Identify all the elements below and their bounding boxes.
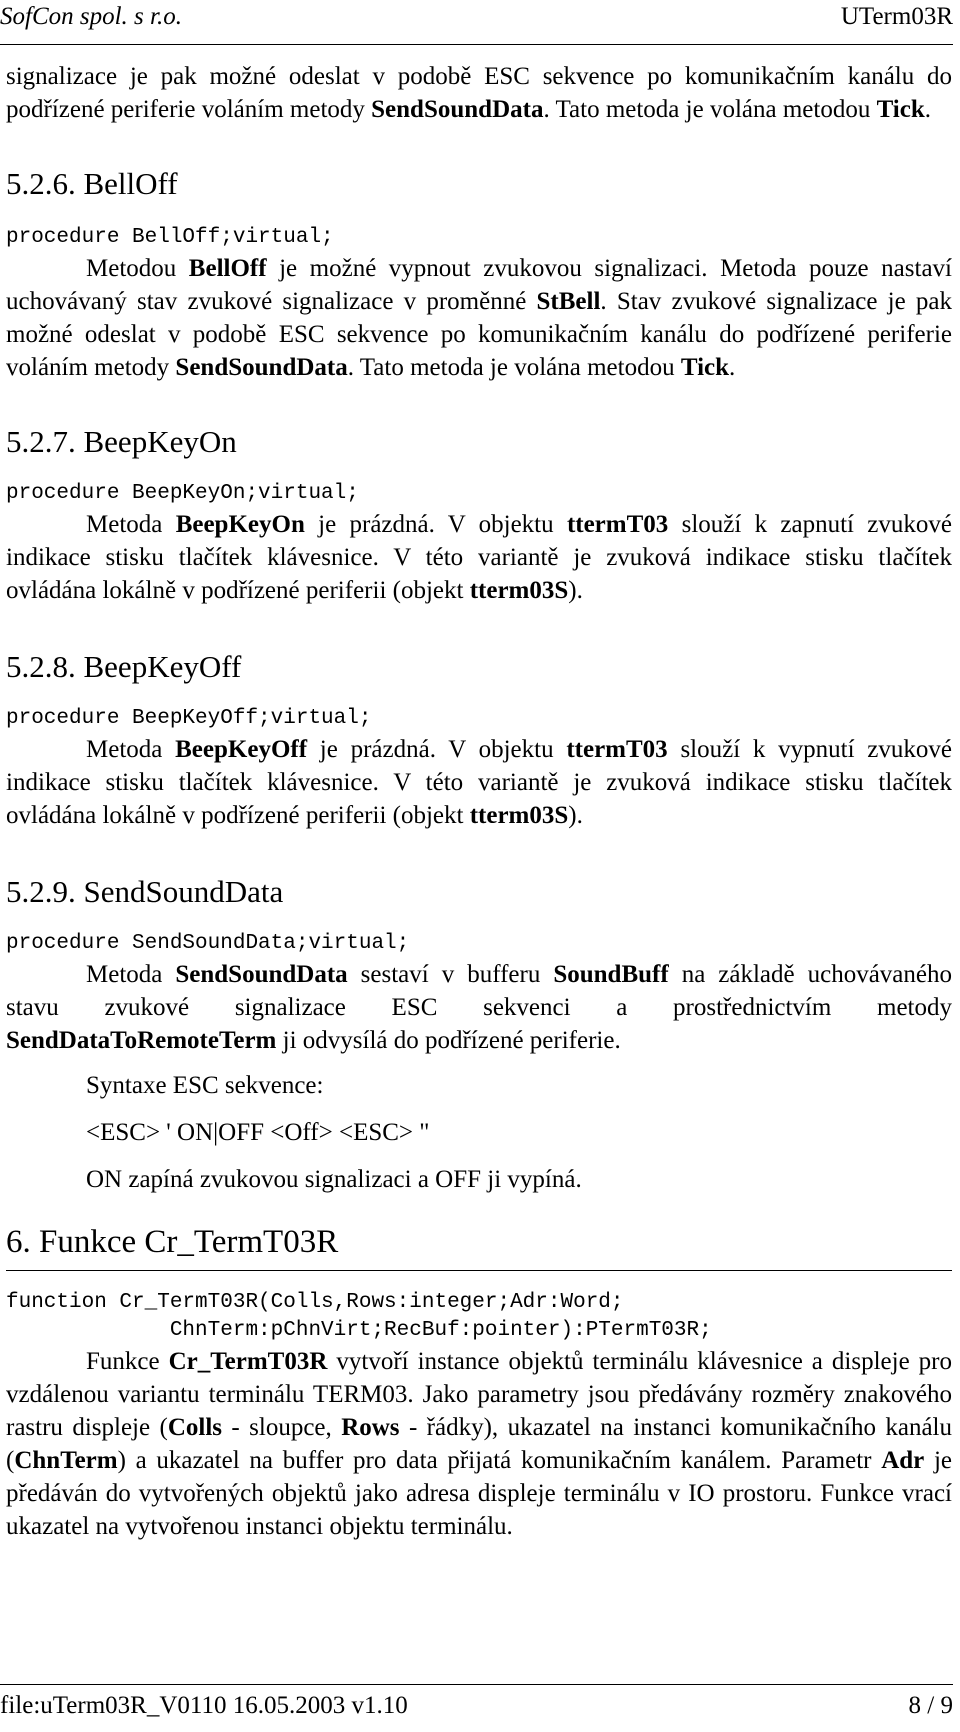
paragraph-beep-key-on: Metoda BeepKeyOn je prázdná. V objektu ttermT03 slouží k zapnutí zvukové indikace stisku tlačítek klávesnice. V této variantě je zvuková indikace stisku tlačítek ovládána lokálně v podřízené periferii (objekt tterm03S). [6, 511, 952, 604]
paragraph-cr-termt03r: Funkce Cr_TermT03R vytvoří instance objektů terminálu klávesnice a displeje pro vzdálenou variantu terminálu TERM03. Jako parametry jsou předávány rozměry znakového rastru displeje (Colls - sloupce, Rows - řádky), ukazatel na instanci komunikačního kanálu (ChnTerm) a ukazatel na buffer pro data přijatá komunikačním kanálem. Parametr Adr je předáván do vytvořených objektů jako adresa displeje terminálu v IO prostoru. Funkce vrací ukazatel na vytvořenou instanci objektu terminálu. [6, 1348, 952, 1540]
section-rule [6, 1270, 952, 1271]
paragraph-bell-off: Metodou BellOff je možné vypnout zvukovou signalizaci. Metoda pouze nastaví uchovávaný stav zvukové signalizace v proměnné StBell. Stav zvukové signalizace je pak možné odeslat v podobě ESC sekvence po komunikačním kanálu do podřízené periferie voláním metody SendSoundData. Tato metoda je volána metodou Tick. [6, 255, 953, 381]
footer-file-info: file:uTerm03R_V0110 16.05.2003 v1.10 [0, 1692, 408, 1719]
heading-cr-termt03r: 6. Funkce Cr_TermT03R [6, 1224, 339, 1260]
heading-beep-key-off: 5.2.8. BeepKeyOff [6, 649, 242, 684]
code-beep-key-off: procedure BeepKeyOff;virtual; [6, 707, 372, 730]
paragraph-send-sound-data: Metoda SendSoundData sestaví v bufferu SoundBuff na základě uchovávaného stavu zvukové signalizace ESC sekvenci a prostřednictvím metody SendDataToRemoteTerm ji odvysílá do podřízené periferie. [6, 961, 953, 1054]
footer-rule [0, 1684, 953, 1685]
header-module: UTerm03R [840, 3, 953, 30]
syntax-sequence: <ESC> ' ON|OFF <Off> <ESC> " [86, 1119, 430, 1146]
heading-bell-off: 5.2.6. BellOff [6, 166, 178, 201]
code-send-sound-data: procedure SendSoundData;virtual; [6, 932, 410, 955]
page-header [0, 2, 953, 46]
syntax-explanation: ON zapíná zvukovou signalizaci a OFF ji vypíná. [86, 1166, 582, 1193]
paragraph-continued: signalizace je pak možné odeslat v podobě ESC sekvence po komunikačním kanálu do podřízené periferie voláním metody SendSoundData. Tato metoda je volána metodou Tick. [6, 63, 952, 123]
header-rule [0, 44, 953, 45]
code-cr-termt03r-line2: ChnTerm:pChnVirt;RecBuf:pointer):PTermT03R; [6, 1319, 712, 1342]
heading-send-sound-data: 5.2.9. SendSoundData [6, 874, 284, 909]
syntax-caption: Syntaxe ESC sekvence: [86, 1072, 324, 1099]
page-footer [0, 1692, 953, 1724]
heading-beep-key-on: 5.2.7. BeepKeyOn [6, 424, 237, 459]
code-beep-key-on: procedure BeepKeyOn;virtual; [6, 482, 359, 505]
paragraph-beep-key-off: Metoda BeepKeyOff je prázdná. V objektu ttermT03 slouží k vypnutí zvukové indikace stisku tlačítek klávesnice. V této variantě je zvuková indikace stisku tlačítek ovládána lokálně v podřízené periferii (objekt tterm03S). [6, 736, 952, 829]
page-number: 8 / 9 [908, 1692, 953, 1719]
document-body [6, 60, 952, 1543]
code-bell-off: procedure BellOff;virtual; [6, 226, 334, 249]
code-cr-termt03r-line1: function Cr_TermT03R(Colls,Rows:integer;Adr:Word; [6, 1291, 624, 1314]
header-company: SofCon spol. s r.o. [0, 3, 182, 30]
